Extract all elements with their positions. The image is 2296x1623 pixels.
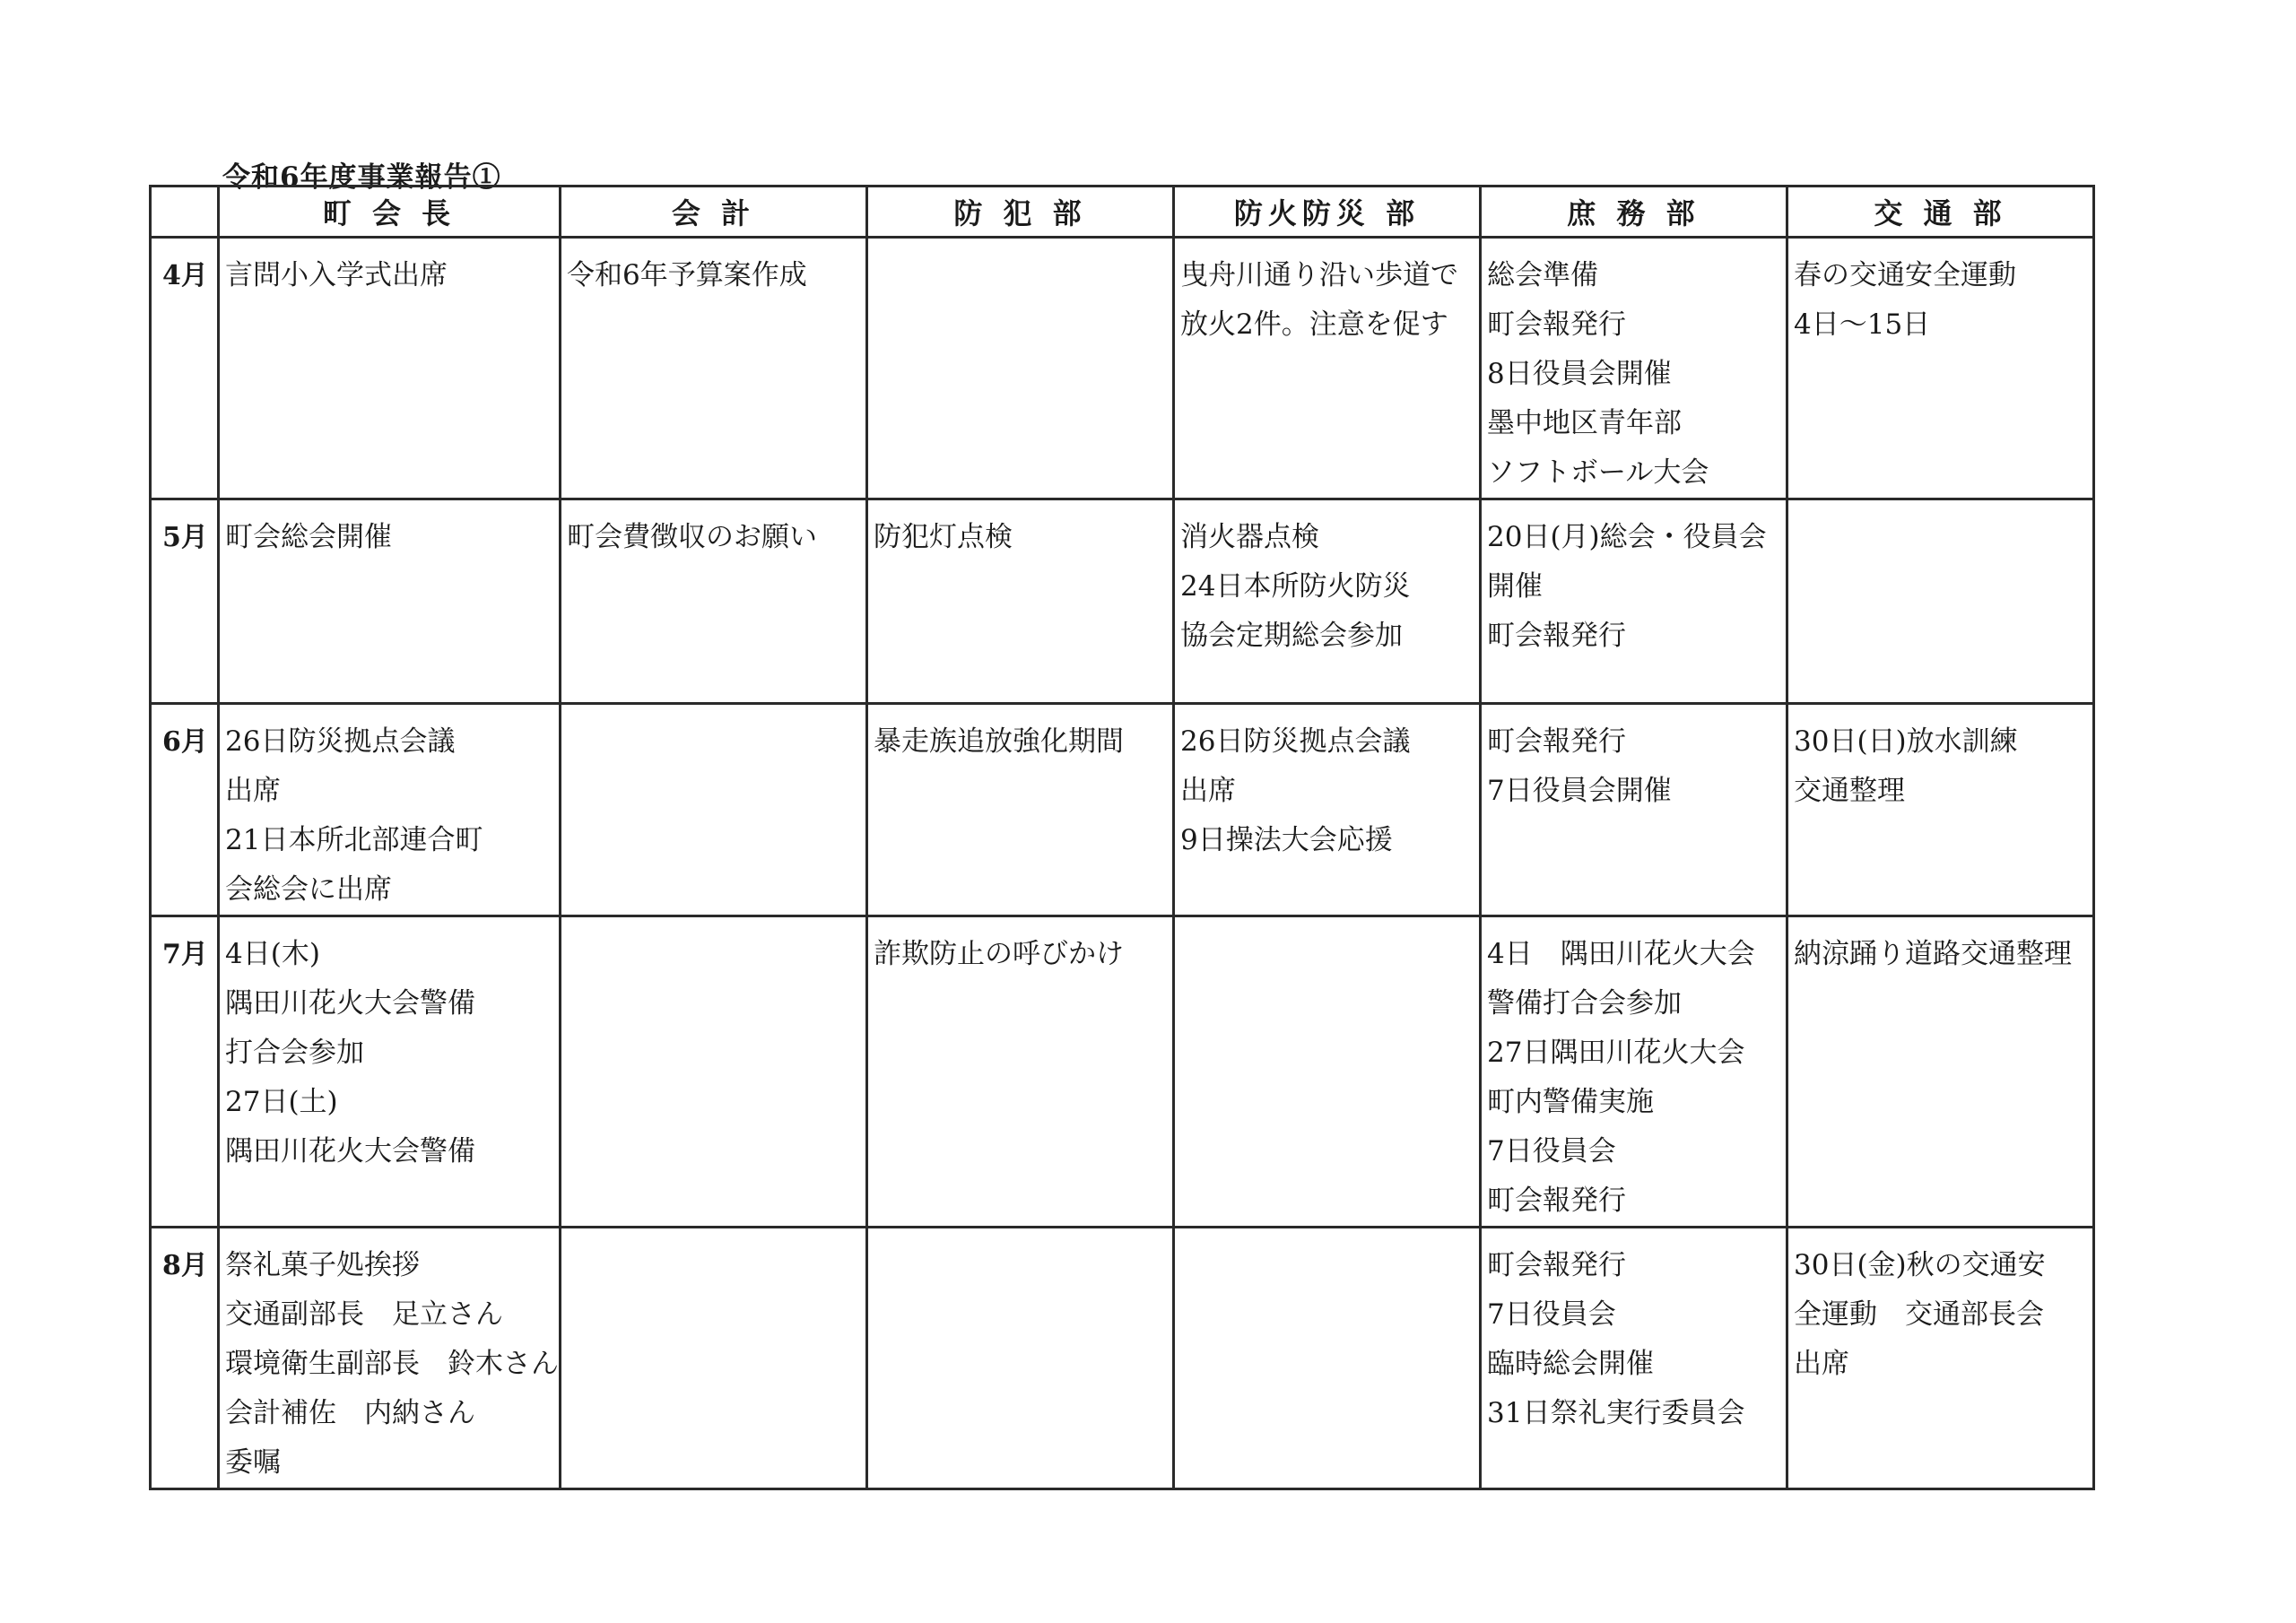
cell-line: 26日防災拠点会議 xyxy=(225,725,456,758)
header-kotsubu: 交 通 部 xyxy=(1787,187,2094,238)
cell-chokaicho xyxy=(219,238,561,499)
cell-kaikei xyxy=(561,916,867,1228)
cell-line: 出席 xyxy=(1180,775,1236,807)
cell-line: 祭礼菓子処挨拶 xyxy=(225,1249,420,1281)
cell-line: 27日隅田川花火大会 xyxy=(1487,1037,1745,1069)
cell-line: 30日(日)放水訓練 xyxy=(1794,725,2018,758)
cell-line: 交通副部長 足立さん xyxy=(225,1298,503,1331)
cell-line: 隅田川花火大会警備 xyxy=(225,1135,475,1167)
cell-line: 町会総会開催 xyxy=(225,521,392,553)
cell-chokaicho xyxy=(219,916,561,1228)
cell-line: 協会定期総会参加 xyxy=(1180,620,1403,652)
cell-line: 7日役員会 xyxy=(1487,1298,1616,1331)
cell-bohanbu xyxy=(867,1228,1174,1489)
cell-kotsubu xyxy=(1787,916,2094,1228)
page-title: 令和6年度事業報告① xyxy=(222,161,501,194)
cell-shomubu xyxy=(1481,704,1787,916)
cell-bokabosaibu xyxy=(1174,499,1481,704)
cell-line: 町会報発行 xyxy=(1487,1249,1626,1281)
cell-line: 委嘱 xyxy=(225,1446,281,1479)
cell-line: 26日防災拠点会議 xyxy=(1180,725,1411,758)
cell-line: 開催 xyxy=(1487,570,1543,603)
cell-bohanbu xyxy=(867,499,1174,704)
cell-bokabosaibu xyxy=(1174,704,1481,916)
cell-shomubu xyxy=(1481,916,1787,1228)
cell-line: 環境衛生副部長 鈴木さん xyxy=(225,1348,559,1380)
cell-line: 令和6年予算案作成 xyxy=(567,259,807,291)
cell-kotsubu xyxy=(1787,499,2094,704)
cell-line: 31日祭礼実行委員会 xyxy=(1487,1397,1745,1429)
cell-shomubu xyxy=(1481,1228,1787,1489)
header-corner xyxy=(151,187,219,238)
cell-line: 総会準備 xyxy=(1487,259,1598,291)
cell-kaikei xyxy=(561,499,867,704)
cell-line: 墨中地区青年部 xyxy=(1487,407,1682,439)
cell-bohanbu xyxy=(867,916,1174,1228)
month-label: 6月 xyxy=(151,704,219,916)
cell-kotsubu xyxy=(1787,704,2094,916)
cell-kaikei xyxy=(561,1228,867,1489)
cell-bokabosaibu xyxy=(1174,238,1481,499)
cell-line: 防犯灯点検 xyxy=(874,521,1013,553)
cell-line: 30日(金)秋の交通安 xyxy=(1794,1249,2046,1281)
cell-line: 納涼踊り道路交通整理 xyxy=(1794,938,2072,970)
cell-line: 27日(土) xyxy=(225,1086,338,1118)
cell-line: 放火2件。注意を促す xyxy=(1180,308,1448,341)
table-row xyxy=(151,916,2094,1228)
table-row xyxy=(151,238,2094,499)
cell-line: 交通整理 xyxy=(1794,775,1905,807)
cell-chokaicho xyxy=(219,704,561,916)
header-kaikei: 会 計 xyxy=(561,187,867,238)
cell-line: 町会報発行 xyxy=(1487,620,1626,652)
month-label: 7月 xyxy=(151,916,219,1228)
cell-line: 8日役員会開催 xyxy=(1487,358,1672,390)
cell-line: 詐欺防止の呼びかけ xyxy=(874,938,1124,970)
cell-line: 打合会参加 xyxy=(225,1037,364,1069)
cell-line: 町会報発行 xyxy=(1487,725,1626,758)
cell-line: 20日(月)総会・役員会 xyxy=(1487,521,1767,553)
cell-line: 臨時総会開催 xyxy=(1487,1348,1654,1380)
cell-line: 言問小入学式出席 xyxy=(225,259,448,291)
month-label: 4月 xyxy=(151,238,219,499)
cell-line: 町会費徴収のお願い xyxy=(567,521,817,553)
table-row xyxy=(151,499,2094,704)
cell-line: 7日役員会開催 xyxy=(1487,775,1672,807)
cell-line: 消火器点検 xyxy=(1180,521,1319,553)
cell-bokabosaibu xyxy=(1174,1228,1481,1489)
header-bohanbu: 防 犯 部 xyxy=(867,187,1174,238)
cell-bohanbu xyxy=(867,238,1174,499)
cell-line: 4日 隅田川花火大会 xyxy=(1487,938,1755,970)
header-row xyxy=(151,187,2094,238)
cell-shomubu xyxy=(1481,499,1787,704)
cell-kotsubu xyxy=(1787,238,2094,499)
cell-kaikei xyxy=(561,704,867,916)
cell-line: 出席 xyxy=(225,775,281,807)
cell-kaikei xyxy=(561,238,867,499)
cell-line: 会総会に出席 xyxy=(225,873,392,906)
header-shomubu: 庶 務 部 xyxy=(1481,187,1787,238)
cell-bokabosaibu xyxy=(1174,916,1481,1228)
report-table xyxy=(149,185,2095,1490)
cell-line: 町会報発行 xyxy=(1487,308,1626,341)
cell-line: 隅田川花火大会警備 xyxy=(225,987,475,1020)
cell-line: 警備打合会参加 xyxy=(1487,987,1682,1020)
cell-line: 暴走族追放強化期間 xyxy=(874,725,1124,758)
cell-line: 町内警備実施 xyxy=(1487,1086,1654,1118)
cell-line: 全運動 交通部長会 xyxy=(1794,1298,2044,1331)
cell-line: 21日本所北部連合町 xyxy=(225,824,483,856)
header-chokaicho: 町 会 長 xyxy=(219,187,561,238)
cell-line: 春の交通安全運動 xyxy=(1794,259,2016,291)
cell-line: 4日(木) xyxy=(225,938,320,970)
cell-chokaicho xyxy=(219,1228,561,1489)
cell-line: 4日～15日 xyxy=(1794,308,1931,341)
header-bokabosaibu: 防火防災 部 xyxy=(1174,187,1481,238)
cell-line: 曳舟川通り沿い歩道で xyxy=(1180,259,1458,291)
cell-line: 会計補佐 内納さん xyxy=(225,1397,475,1429)
cell-line: 24日本所防火防災 xyxy=(1180,570,1411,603)
cell-kotsubu xyxy=(1787,1228,2094,1489)
month-label: 5月 xyxy=(151,499,219,704)
table-row xyxy=(151,704,2094,916)
cell-line: ソフトボール大会 xyxy=(1487,456,1709,489)
cell-line: 9日操法大会応援 xyxy=(1180,824,1393,856)
cell-line: 7日役員会 xyxy=(1487,1135,1616,1167)
cell-line: 出席 xyxy=(1794,1348,1849,1380)
month-label: 8月 xyxy=(151,1228,219,1489)
cell-chokaicho xyxy=(219,499,561,704)
cell-shomubu xyxy=(1481,238,1787,499)
table-row xyxy=(151,1228,2094,1489)
cell-bohanbu xyxy=(867,704,1174,916)
cell-line: 町会報発行 xyxy=(1487,1185,1626,1217)
